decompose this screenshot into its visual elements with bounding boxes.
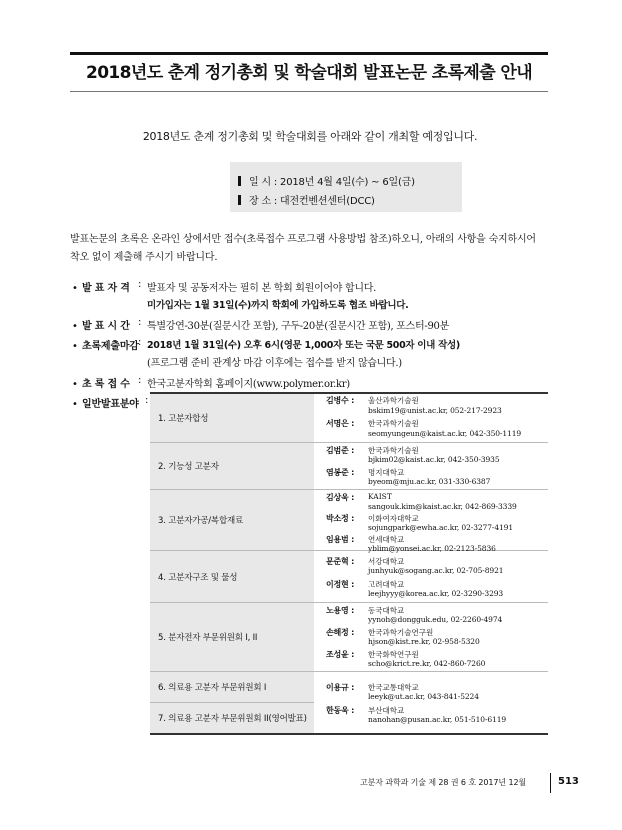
item-colon: : (138, 337, 142, 348)
bullet-icon: • (72, 341, 78, 352)
event-info-box (230, 162, 462, 212)
date-row (238, 173, 415, 188)
contact-affiliation: 울산과학기술원 (368, 396, 419, 405)
field-cell (150, 603, 314, 671)
bullet-icon: • (72, 283, 78, 294)
contact-name: 김범준 : (326, 446, 355, 455)
contact-email: junhyuk@sogang.ac.kr, 02-705-8921 (368, 566, 504, 575)
table-bottom-border (150, 733, 548, 735)
field-name: 7. 의료용 고분자 부문위원회 II(영어발표) (158, 714, 307, 724)
item-duration (72, 317, 130, 332)
contact-name: 이용규 : (326, 683, 355, 692)
item-qualification (72, 279, 130, 294)
contact-affiliation: 고려대학교 (368, 580, 405, 589)
contact-email: byeom@mju.ac.kr, 031-330-6387 (368, 477, 491, 486)
contact-affiliation: 한국과학기술원 (368, 419, 419, 428)
contact-name: 조성윤 : (326, 650, 355, 659)
item-colon: : (138, 279, 142, 290)
contact-email: bskim19@unist.ac.kr, 052-217-2923 (368, 406, 502, 415)
journal-footer: 고분자 과학과 기술 제 28 권 6 호 2017년 12월 (360, 778, 527, 787)
date-label: 일 시 : (249, 177, 278, 188)
intro-text: 2018년도 춘계 정기총회 및 학술대회를 아래와 같이 개최할 예정입니다. (142, 130, 478, 143)
field-name: 1. 고분자합성 (158, 414, 209, 424)
contact-name: 김병수 : (326, 396, 355, 405)
bullet-icon: • (72, 379, 78, 390)
contact-affiliation: KAIST (368, 492, 392, 501)
contact-email: yynoh@dongguk.edu, 02-2260-4974 (368, 615, 503, 624)
item-deadline (72, 337, 142, 352)
notice-paragraph: 발표논문의 초록은 온라인 상에서만 접수(초록접수 프로그램 사용방법 참조)하오니, 아래의 사항을 숙지하시어 착오 없이 제출해 주시기 바랍니다. (70, 234, 536, 263)
contact-affiliation: 연세대학교 (368, 535, 405, 544)
contact-email: seomyungeun@kaist.ac.kr, 042-350-1119 (368, 429, 522, 438)
item-label: 발 표 시 간 (82, 321, 130, 332)
contact-email: leejhyyy@korea.ac.kr, 02-3290-3293 (368, 589, 504, 598)
contact-email: leeyk@ut.ac.kr, 043-841-5224 (368, 692, 479, 701)
contact-name: 이정현 : (326, 580, 355, 589)
page-title: 2018년도 춘계 정기총회 및 학술대회 발표논문 초록제출 안내 (85, 63, 533, 83)
fields-table (150, 392, 548, 758)
item-value: (프로그램 준비 관계상 마감 이후에는 접수를 받지 않습니다.) (147, 358, 402, 369)
item-label: 일반발표분야 (82, 399, 139, 410)
bullet-icon: • (72, 321, 78, 332)
field-name: 5. 분자전자 부문위원회 I, II (158, 633, 258, 643)
bullet-icon: • (72, 399, 78, 410)
contact-email: sangouk.kim@kaist.ac.kr, 042-869-3339 (368, 502, 517, 511)
place-label: 장 소 : (249, 196, 278, 207)
contact-email: bjkim02@kaist.ac.kr, 042-350-3935 (368, 455, 500, 464)
field-name: 4. 고분자구조 및 물성 (158, 572, 238, 583)
field-cell (150, 703, 314, 733)
item-label: 초 록 접 수 (82, 379, 130, 390)
contact-name: 임용범 : (326, 535, 355, 544)
contact-affiliation: 명지대학교 (368, 468, 405, 477)
date-value: 2018년 4월 4일(수) ~ 6일(금) (280, 177, 415, 188)
field-name: 3. 고분자가공/복합재료 (158, 516, 243, 526)
contact-email: yblim@yonsei.ac.kr, 02-2123-5836 (368, 544, 496, 553)
contact-affiliation: 동국대학교 (368, 606, 405, 615)
contact-affiliation: 한국교통대학교 (368, 683, 419, 692)
contact-email: scho@krict.re.kr, 042-860-7260 (368, 659, 486, 668)
page-number: 513 (558, 776, 579, 787)
contact-affiliation: 서강대학교 (368, 557, 405, 566)
contact-affiliation: 한국과학기술연구원 (368, 628, 434, 637)
contact-name: 염봉준 : (326, 468, 355, 477)
field-name: 6. 의료용 고분자 부문위원회 I (158, 683, 267, 693)
item-label: 발 표 자 격 (82, 283, 130, 294)
bullet-bar-icon (238, 176, 241, 186)
contact-affiliation: 부산대학교 (368, 706, 405, 715)
item-value-bold: 2018년 1월 31일(수) 오후 6시(영문 1,000자 또는 국문 500자 이내 작성) (147, 340, 460, 351)
contact-name: 손해정 : (326, 628, 355, 637)
item-value: 한국고분자학회 홈페이지(www.polymer.or.kr) (147, 379, 350, 390)
field-cell (150, 443, 314, 489)
contact-name: 한동욱 : (326, 706, 355, 715)
contact-affiliation: 이화여자대학교 (368, 514, 419, 523)
contact-name: 노용영 : (326, 606, 355, 615)
item-colon: : (138, 375, 142, 386)
item-submission (72, 375, 130, 390)
field-cell (150, 551, 314, 602)
place-row (238, 192, 375, 207)
field-name: 2. 기능성 고분자 (158, 462, 219, 472)
footer-divider (550, 773, 551, 793)
contact-name: 문준혁 : (326, 557, 355, 566)
item-value: 특별강연-30분(질문시간 포함), 구두-20분(질문시간 포함), 포스터-90분 (147, 321, 449, 332)
contact-email: sojungpark@ewha.ac.kr, 02-3277-4191 (368, 523, 514, 532)
field-cell (150, 672, 314, 702)
contact-affiliation: 한국과학기술원 (368, 446, 419, 455)
item-label: 초록제출마감 (82, 341, 139, 352)
place-value: 대전컨벤션센터(DCC) (280, 196, 375, 207)
contact-email: hjson@kist.re.kr, 02-958-5320 (368, 637, 480, 646)
field-cell (150, 490, 314, 550)
contact-email: nanohan@pusan.ac.kr, 051-510-6119 (368, 715, 507, 724)
item-value: 발표자 및 공동저자는 필히 본 학회 회원이어야 합니다. (147, 283, 376, 294)
item-fields (72, 395, 139, 410)
item-colon: : (138, 317, 142, 328)
contact-name: 서명은 : (326, 419, 355, 428)
contact-name: 김상욱 : (326, 493, 355, 502)
bullet-bar-icon (238, 195, 241, 205)
contact-affiliation: 한국화학연구원 (368, 650, 419, 659)
contact-name: 박소정 : (326, 514, 355, 523)
item-colon: : (145, 395, 149, 406)
field-cell (150, 394, 314, 442)
top-rule (70, 52, 548, 55)
item-value-bold: 미가입자는 1월 31일(수)까지 학회에 가입하도록 협조 바랍니다. (147, 300, 409, 311)
title-underline (70, 91, 548, 92)
